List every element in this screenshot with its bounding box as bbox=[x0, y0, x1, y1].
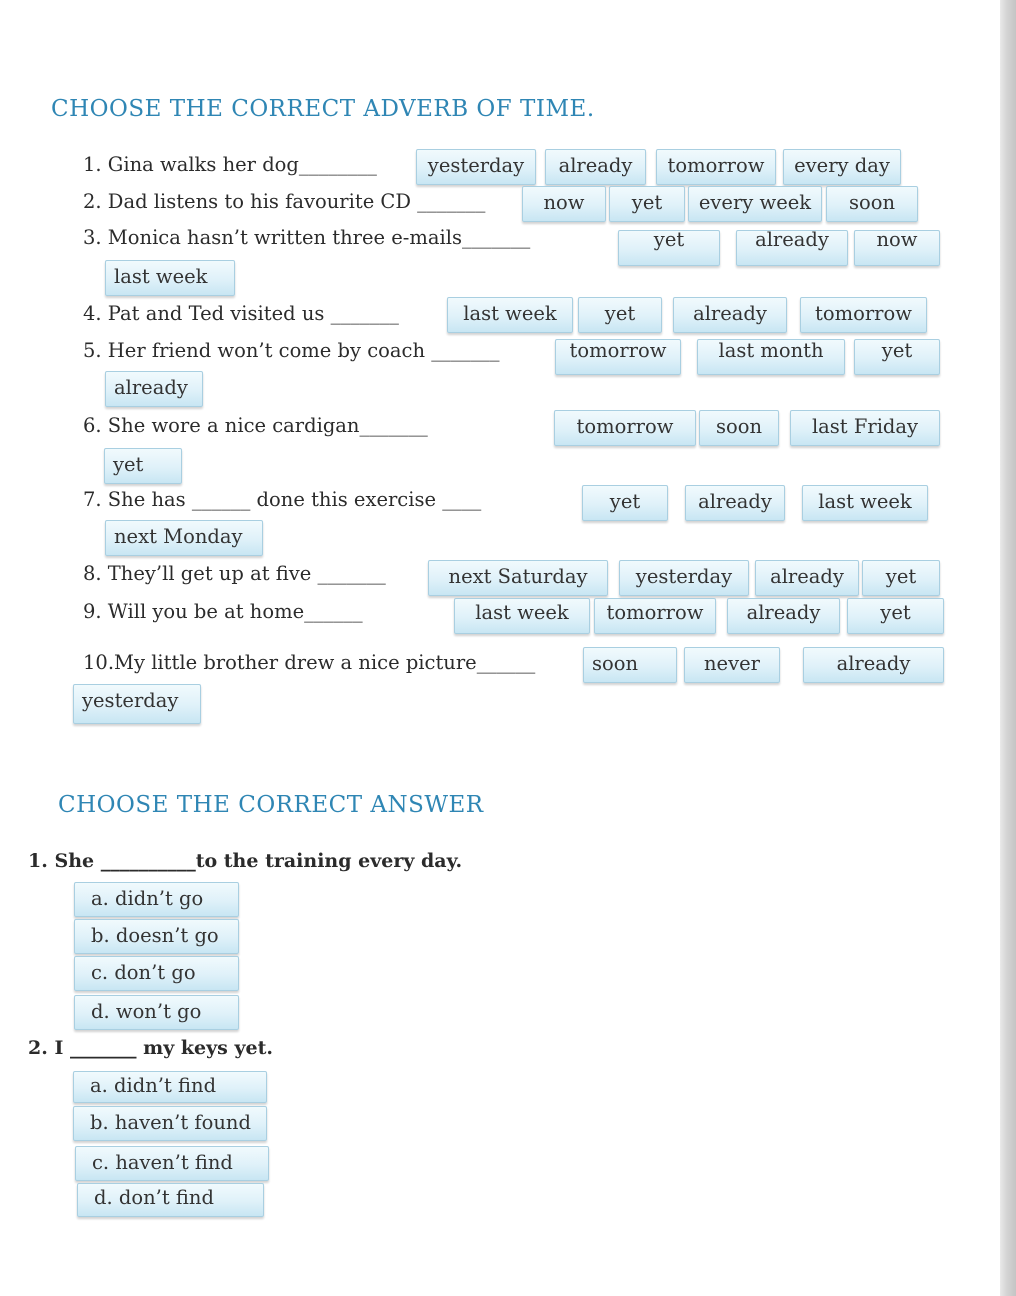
question-4-text: 4. Pat and Ted visited us _______ bbox=[83, 302, 399, 325]
question-6-text: 6. She wore a nice cardigan_______ bbox=[83, 414, 428, 437]
option-7-2[interactable]: already bbox=[685, 485, 785, 521]
question-2-text: 2. Dad listens to his favourite CD _______ bbox=[83, 190, 486, 213]
mc-question-1 bbox=[28, 849, 462, 873]
option-2-1[interactable]: now bbox=[522, 186, 606, 222]
option-5-3[interactable]: yet bbox=[854, 339, 940, 375]
answer-2c[interactable]: c. haven’t find bbox=[75, 1146, 269, 1181]
option-10-3[interactable]: already bbox=[803, 647, 944, 683]
option-7-1[interactable]: yet bbox=[582, 485, 668, 521]
option-4-2[interactable]: yet bbox=[578, 297, 662, 333]
option-10-4[interactable]: yesterday bbox=[73, 684, 201, 724]
option-6-1[interactable]: tomorrow bbox=[554, 410, 696, 446]
option-9-2[interactable]: tomorrow bbox=[594, 598, 716, 634]
option-1-2[interactable]: already bbox=[545, 149, 646, 185]
option-7-4[interactable]: next Monday bbox=[105, 520, 263, 556]
option-8-3[interactable]: already bbox=[755, 560, 859, 596]
option-2-2[interactable]: yet bbox=[609, 186, 685, 222]
option-8-4[interactable]: yet bbox=[862, 560, 940, 596]
option-3-4[interactable]: last week bbox=[105, 260, 235, 296]
option-5-1[interactable]: tomorrow bbox=[555, 339, 681, 375]
option-6-4[interactable]: yet bbox=[104, 448, 182, 484]
option-4-4[interactable]: tomorrow bbox=[800, 297, 927, 333]
option-3-1[interactable]: yet bbox=[618, 230, 720, 266]
option-3-3[interactable]: now bbox=[854, 230, 940, 266]
option-3-2[interactable]: already bbox=[736, 230, 848, 266]
option-6-2[interactable]: soon bbox=[699, 410, 779, 446]
section2-title: CHOOSE THE CORRECT ANSWER bbox=[58, 792, 484, 818]
option-5-2[interactable]: last month bbox=[697, 339, 845, 375]
mc-question-2-number: 2. bbox=[28, 1037, 48, 1059]
option-9-3[interactable]: already bbox=[727, 598, 840, 634]
answer-2b[interactable]: b. haven’t found bbox=[73, 1106, 267, 1141]
mc-question-1-number: 1. bbox=[28, 850, 48, 872]
option-1-3[interactable]: tomorrow bbox=[656, 149, 776, 185]
mc-question-2-text: I _______ my keys yet. bbox=[54, 1037, 273, 1059]
answer-1b[interactable]: b. doesn’t go bbox=[74, 919, 239, 954]
option-7-3[interactable]: last week bbox=[802, 485, 928, 521]
option-5-4[interactable]: already bbox=[105, 371, 203, 407]
option-1-1[interactable]: yesterday bbox=[416, 149, 536, 185]
question-5-text: 5. Her friend won’t come by coach _______ bbox=[83, 339, 500, 362]
option-9-1[interactable]: last week bbox=[454, 598, 590, 634]
question-10-text: 10.My little brother drew a nice picture______ bbox=[83, 651, 536, 674]
option-6-3[interactable]: last Friday bbox=[790, 410, 940, 446]
question-9-text: 9. Will you be at home______ bbox=[83, 600, 363, 623]
section1-title: CHOOSE THE CORRECT ADVERB OF TIME. bbox=[51, 96, 595, 122]
answer-2d[interactable]: d. don’t find bbox=[77, 1183, 264, 1217]
answer-1c[interactable]: c. don’t go bbox=[74, 956, 239, 991]
option-2-3[interactable]: every week bbox=[688, 186, 822, 222]
mc-question-1-text: She __________to the training every day. bbox=[54, 850, 463, 872]
question-7-text: 7. She has ______ done this exercise ____ bbox=[83, 488, 482, 511]
answer-1a[interactable]: a. didn’t go bbox=[74, 882, 239, 917]
answer-1d[interactable]: d. won’t go bbox=[74, 995, 239, 1030]
option-10-2[interactable]: never bbox=[684, 647, 780, 683]
option-10-1[interactable]: soon bbox=[583, 647, 677, 683]
option-2-4[interactable]: soon bbox=[826, 186, 918, 222]
option-8-2[interactable]: yesterday bbox=[619, 560, 749, 596]
question-8-text: 8. They’ll get up at five _______ bbox=[83, 562, 386, 585]
mc-question-2 bbox=[28, 1036, 273, 1060]
question-3-text: 3. Monica hasn’t written three e-mails_______ bbox=[83, 226, 531, 249]
option-9-4[interactable]: yet bbox=[847, 598, 944, 634]
option-1-4[interactable]: every day bbox=[783, 149, 901, 185]
page-edge-shadow bbox=[1000, 0, 1016, 1296]
question-1-text: 1. Gina walks her dog________ bbox=[83, 153, 377, 176]
option-8-1[interactable]: next Saturday bbox=[428, 560, 608, 596]
answer-2a[interactable]: a. didn’t find bbox=[73, 1071, 267, 1103]
option-4-3[interactable]: already bbox=[673, 297, 787, 333]
option-4-1[interactable]: last week bbox=[447, 297, 573, 333]
